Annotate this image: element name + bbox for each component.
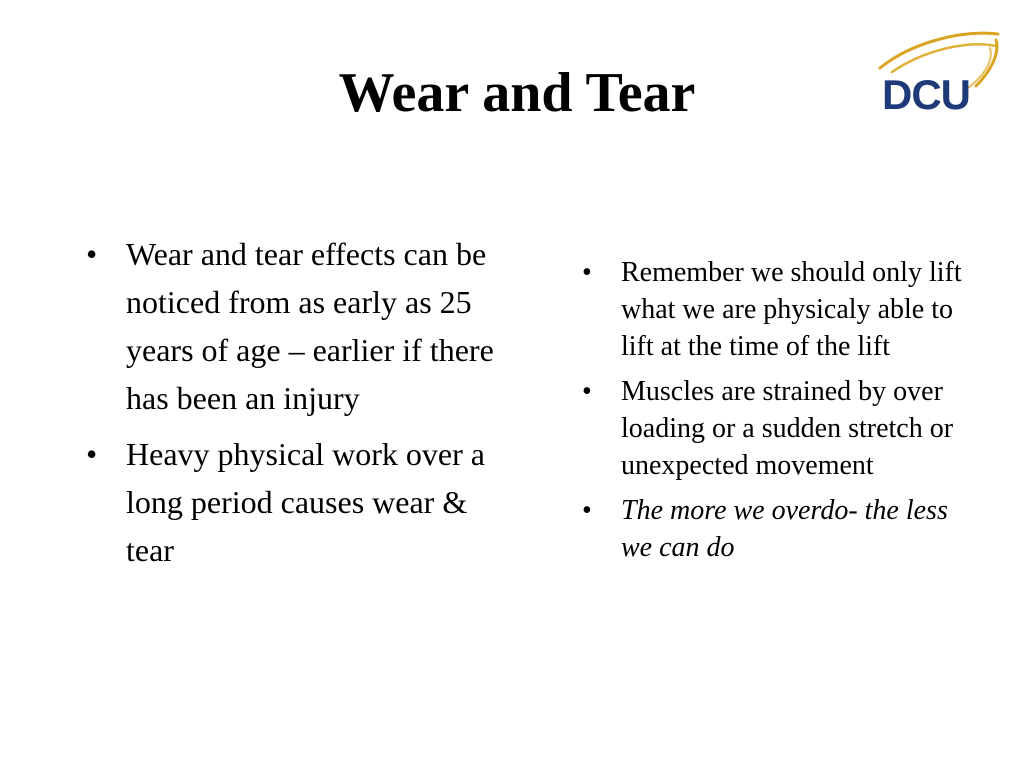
list-item: [582, 492, 982, 566]
right-bullet-list: [582, 254, 982, 574]
list-item: [582, 254, 982, 365]
bullet-text: Remember we should only lift what we are physicaly able to lift at the time of the lift: [621, 257, 962, 362]
bullet-text: Wear and tear effects can be noticed from as early as 25 years of age – earlier if there has been an injury: [126, 236, 494, 416]
dcu-logo: [872, 24, 1004, 124]
bullet-text: Heavy physical work over a long period causes wear & tear: [126, 436, 485, 568]
slide-title: Wear and Tear: [338, 62, 696, 124]
list-item: [86, 430, 506, 574]
left-bullet-list: [86, 230, 506, 582]
bullet-text-emphasis: The more we overdo- the less we can do: [621, 495, 948, 563]
list-item: [86, 230, 506, 422]
bullet-icon: •: [582, 495, 592, 526]
bullet-icon: •: [86, 236, 98, 272]
bullet-icon: •: [86, 436, 98, 472]
bullet-icon: •: [582, 376, 592, 407]
logo-text: DCU: [882, 71, 970, 118]
bullet-icon: •: [582, 257, 592, 288]
bullet-text: Muscles are strained by over loading or a sudden stretch or unexpected movement: [621, 376, 954, 481]
list-item: [582, 373, 982, 484]
